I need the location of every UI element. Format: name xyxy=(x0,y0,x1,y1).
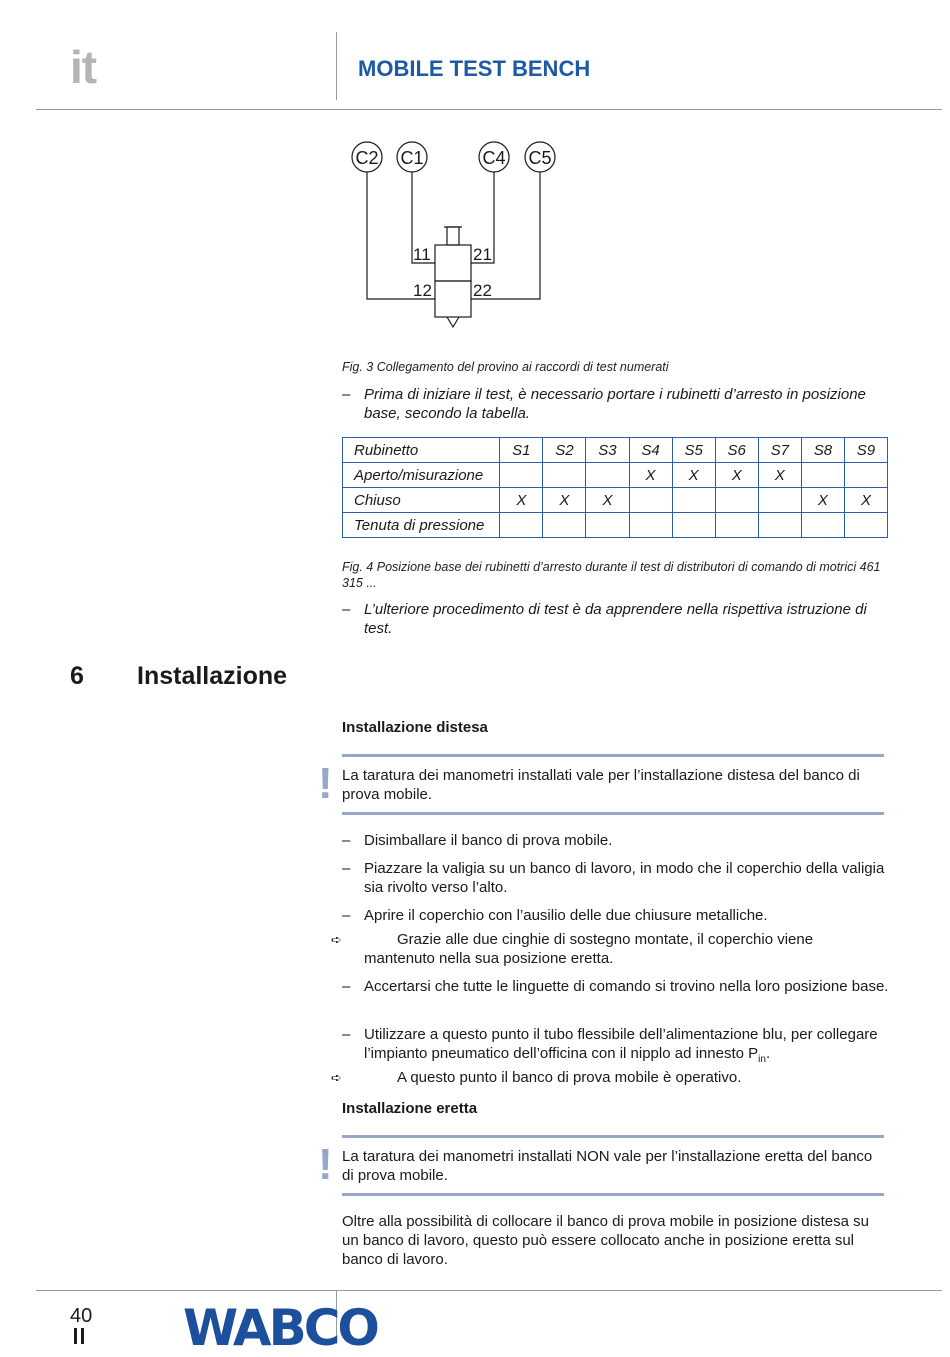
result-item xyxy=(331,930,884,968)
table-header-row xyxy=(343,438,888,463)
table-cell: X xyxy=(586,488,629,513)
table-cell: X xyxy=(629,463,672,488)
line-c5 xyxy=(471,172,540,299)
table-row xyxy=(343,513,888,538)
table-cell xyxy=(543,513,586,538)
table-cell: X xyxy=(500,488,543,513)
dash-marker: – xyxy=(342,860,351,877)
result-item xyxy=(331,1068,884,1087)
list-item xyxy=(342,385,890,423)
list-item xyxy=(342,831,890,850)
table-cell xyxy=(586,513,629,538)
list-item xyxy=(342,1025,890,1069)
subsection-heading-upright: Installazione eretta xyxy=(342,1100,478,1117)
table-row xyxy=(343,463,888,488)
port-label-21: 21 xyxy=(473,245,492,264)
figure-3-caption: Fig. 3 Collegamento del provino ai raccordi di test numerati xyxy=(342,360,669,374)
dash-marker: – xyxy=(342,978,351,995)
port-label-22: 22 xyxy=(473,281,492,300)
table-cell xyxy=(801,513,844,538)
table-cell: X xyxy=(715,463,758,488)
table-cell xyxy=(715,513,758,538)
list-item-text: Disimballare il banco di prova mobile. xyxy=(364,832,613,849)
table-cell: X xyxy=(672,463,715,488)
dash-marker: – xyxy=(342,832,351,849)
list-item-end: . xyxy=(765,1045,771,1062)
list-item-text: Piazzare la valigia su un banco di lavoro, in modo che il coperchio della valigia sia rivolto verso l’alto. xyxy=(364,860,885,896)
list-item-text: Prima di iniziare il test, è necessario portare i rubinetti d’arresto in posizione base, secondo la tabella. xyxy=(364,386,866,422)
valve-upper-block xyxy=(435,245,471,281)
dash-marker: – xyxy=(342,1026,351,1043)
table-cell: Chiuso xyxy=(343,488,500,513)
table-header-cell: S6 xyxy=(715,438,758,463)
list-item xyxy=(342,859,890,897)
table-cell xyxy=(500,463,543,488)
warning-icon: ! xyxy=(318,759,333,808)
list-item-text: Accertarsi che tutte le linguette di comando si trovino nella loro posizione base. xyxy=(364,978,889,995)
valve-lower-block xyxy=(435,281,471,317)
table-cell xyxy=(500,513,543,538)
table-cell xyxy=(801,463,844,488)
table-row xyxy=(343,488,888,513)
list-item xyxy=(342,906,890,925)
page-number: 40 xyxy=(70,1305,93,1327)
result-arrow-icon: ➪ xyxy=(331,1070,342,1085)
dash-marker: – xyxy=(342,907,351,924)
table-cell: X xyxy=(844,488,887,513)
table-cell: X xyxy=(758,463,801,488)
line-c2 xyxy=(367,172,435,299)
note-bottom-bar xyxy=(342,812,884,815)
list-item-text: L’ulteriore procedimento di test è da apprendere nella rispettiva istruzione di test. xyxy=(364,601,867,637)
language-code: it xyxy=(70,41,97,93)
note-top-bar xyxy=(342,754,884,757)
table-cell xyxy=(629,513,672,538)
list-item-text: Utilizzare a questo punto il tubo flessibile dell’alimentazione blu, per collegare l’impianto pneumatico dell’officina con il nipplo ad innesto P xyxy=(364,1026,878,1062)
table-header-cell: S8 xyxy=(801,438,844,463)
result-text: A questo punto il banco di prova mobile è operativo. xyxy=(397,1069,742,1086)
figure-4-caption: Fig. 4 Posizione base dei rubinetti d’arresto durante il test di distributori di comando di motrici 461 315 ... xyxy=(342,560,881,590)
table-cell: X xyxy=(801,488,844,513)
page-marker xyxy=(74,1328,77,1344)
footer-rule xyxy=(36,1290,942,1291)
table-cell xyxy=(586,463,629,488)
header-divider xyxy=(336,32,337,100)
document-title: MOBILE TEST BENCH xyxy=(358,56,591,81)
table-cell: Aperto/misurazione xyxy=(343,463,500,488)
table-cell xyxy=(629,488,672,513)
section-number: 6 xyxy=(70,662,84,690)
wabco-logo: WABCO xyxy=(183,1299,377,1357)
table-header-cell: S9 xyxy=(844,438,887,463)
port-label-11: 11 xyxy=(413,245,431,264)
table-cell xyxy=(543,463,586,488)
circle-label-c5: C5 xyxy=(528,148,552,168)
table-cell xyxy=(715,488,758,513)
connection-diagram xyxy=(340,135,570,335)
table-cell xyxy=(758,488,801,513)
result-text: Grazie alle due cinghie di sostegno montate, il coperchio viene mantenuto nella sua posizione eretta. xyxy=(364,931,814,967)
header-rule xyxy=(36,109,942,110)
subscript-in: in xyxy=(758,1054,766,1065)
note-bottom-bar xyxy=(342,1193,884,1196)
table-header-cell: S4 xyxy=(629,438,672,463)
table-cell xyxy=(758,513,801,538)
list-item-text: Aprire il coperchio con l’ausilio delle due chiusure metalliche. xyxy=(364,907,768,924)
circle-label-c4: C4 xyxy=(482,148,506,168)
port-label-12: 12 xyxy=(413,281,432,300)
dash-marker: – xyxy=(342,386,351,403)
table-cell: X xyxy=(543,488,586,513)
dash-marker: – xyxy=(342,601,351,618)
table-cell xyxy=(672,513,715,538)
list-item xyxy=(342,977,890,996)
subsection-heading-flat: Installazione distesa xyxy=(342,719,488,736)
valve-position-table xyxy=(342,437,888,538)
list-item xyxy=(342,600,890,638)
result-arrow-icon: ➪ xyxy=(331,932,342,947)
table-header-cell: S5 xyxy=(672,438,715,463)
valve-stem xyxy=(447,227,459,245)
warning-icon: ! xyxy=(318,1140,333,1189)
note-top-bar xyxy=(342,1135,884,1138)
circle-label-c1: C1 xyxy=(400,148,424,168)
section-title: Installazione xyxy=(137,662,288,690)
table-cell xyxy=(672,488,715,513)
valve-tip xyxy=(447,317,459,327)
body-paragraph: Oltre alla possibilità di collocare il banco di prova mobile in posizione distesa su un banco di lavoro, questo può essere collocato anche in posizione eretta sul banco di lavoro. xyxy=(342,1213,869,1268)
page-marker xyxy=(81,1328,84,1344)
table-header-cell: Rubinetto xyxy=(343,438,500,463)
table-header-cell: S2 xyxy=(543,438,586,463)
table-cell: Tenuta di pressione xyxy=(343,513,500,538)
table-header-cell: S3 xyxy=(586,438,629,463)
table-header-cell: S7 xyxy=(758,438,801,463)
table-cell xyxy=(844,513,887,538)
table-header-cell: S1 xyxy=(500,438,543,463)
circle-label-c2: C2 xyxy=(355,148,379,168)
note-text-flat: La taratura dei manometri installati vale per l’installazione distesa del banco di prova mobile. xyxy=(342,767,860,803)
table-cell xyxy=(844,463,887,488)
note-text-upright: La taratura dei manometri installati NON vale per l’installazione eretta del banco di prova mobile. xyxy=(342,1148,873,1184)
